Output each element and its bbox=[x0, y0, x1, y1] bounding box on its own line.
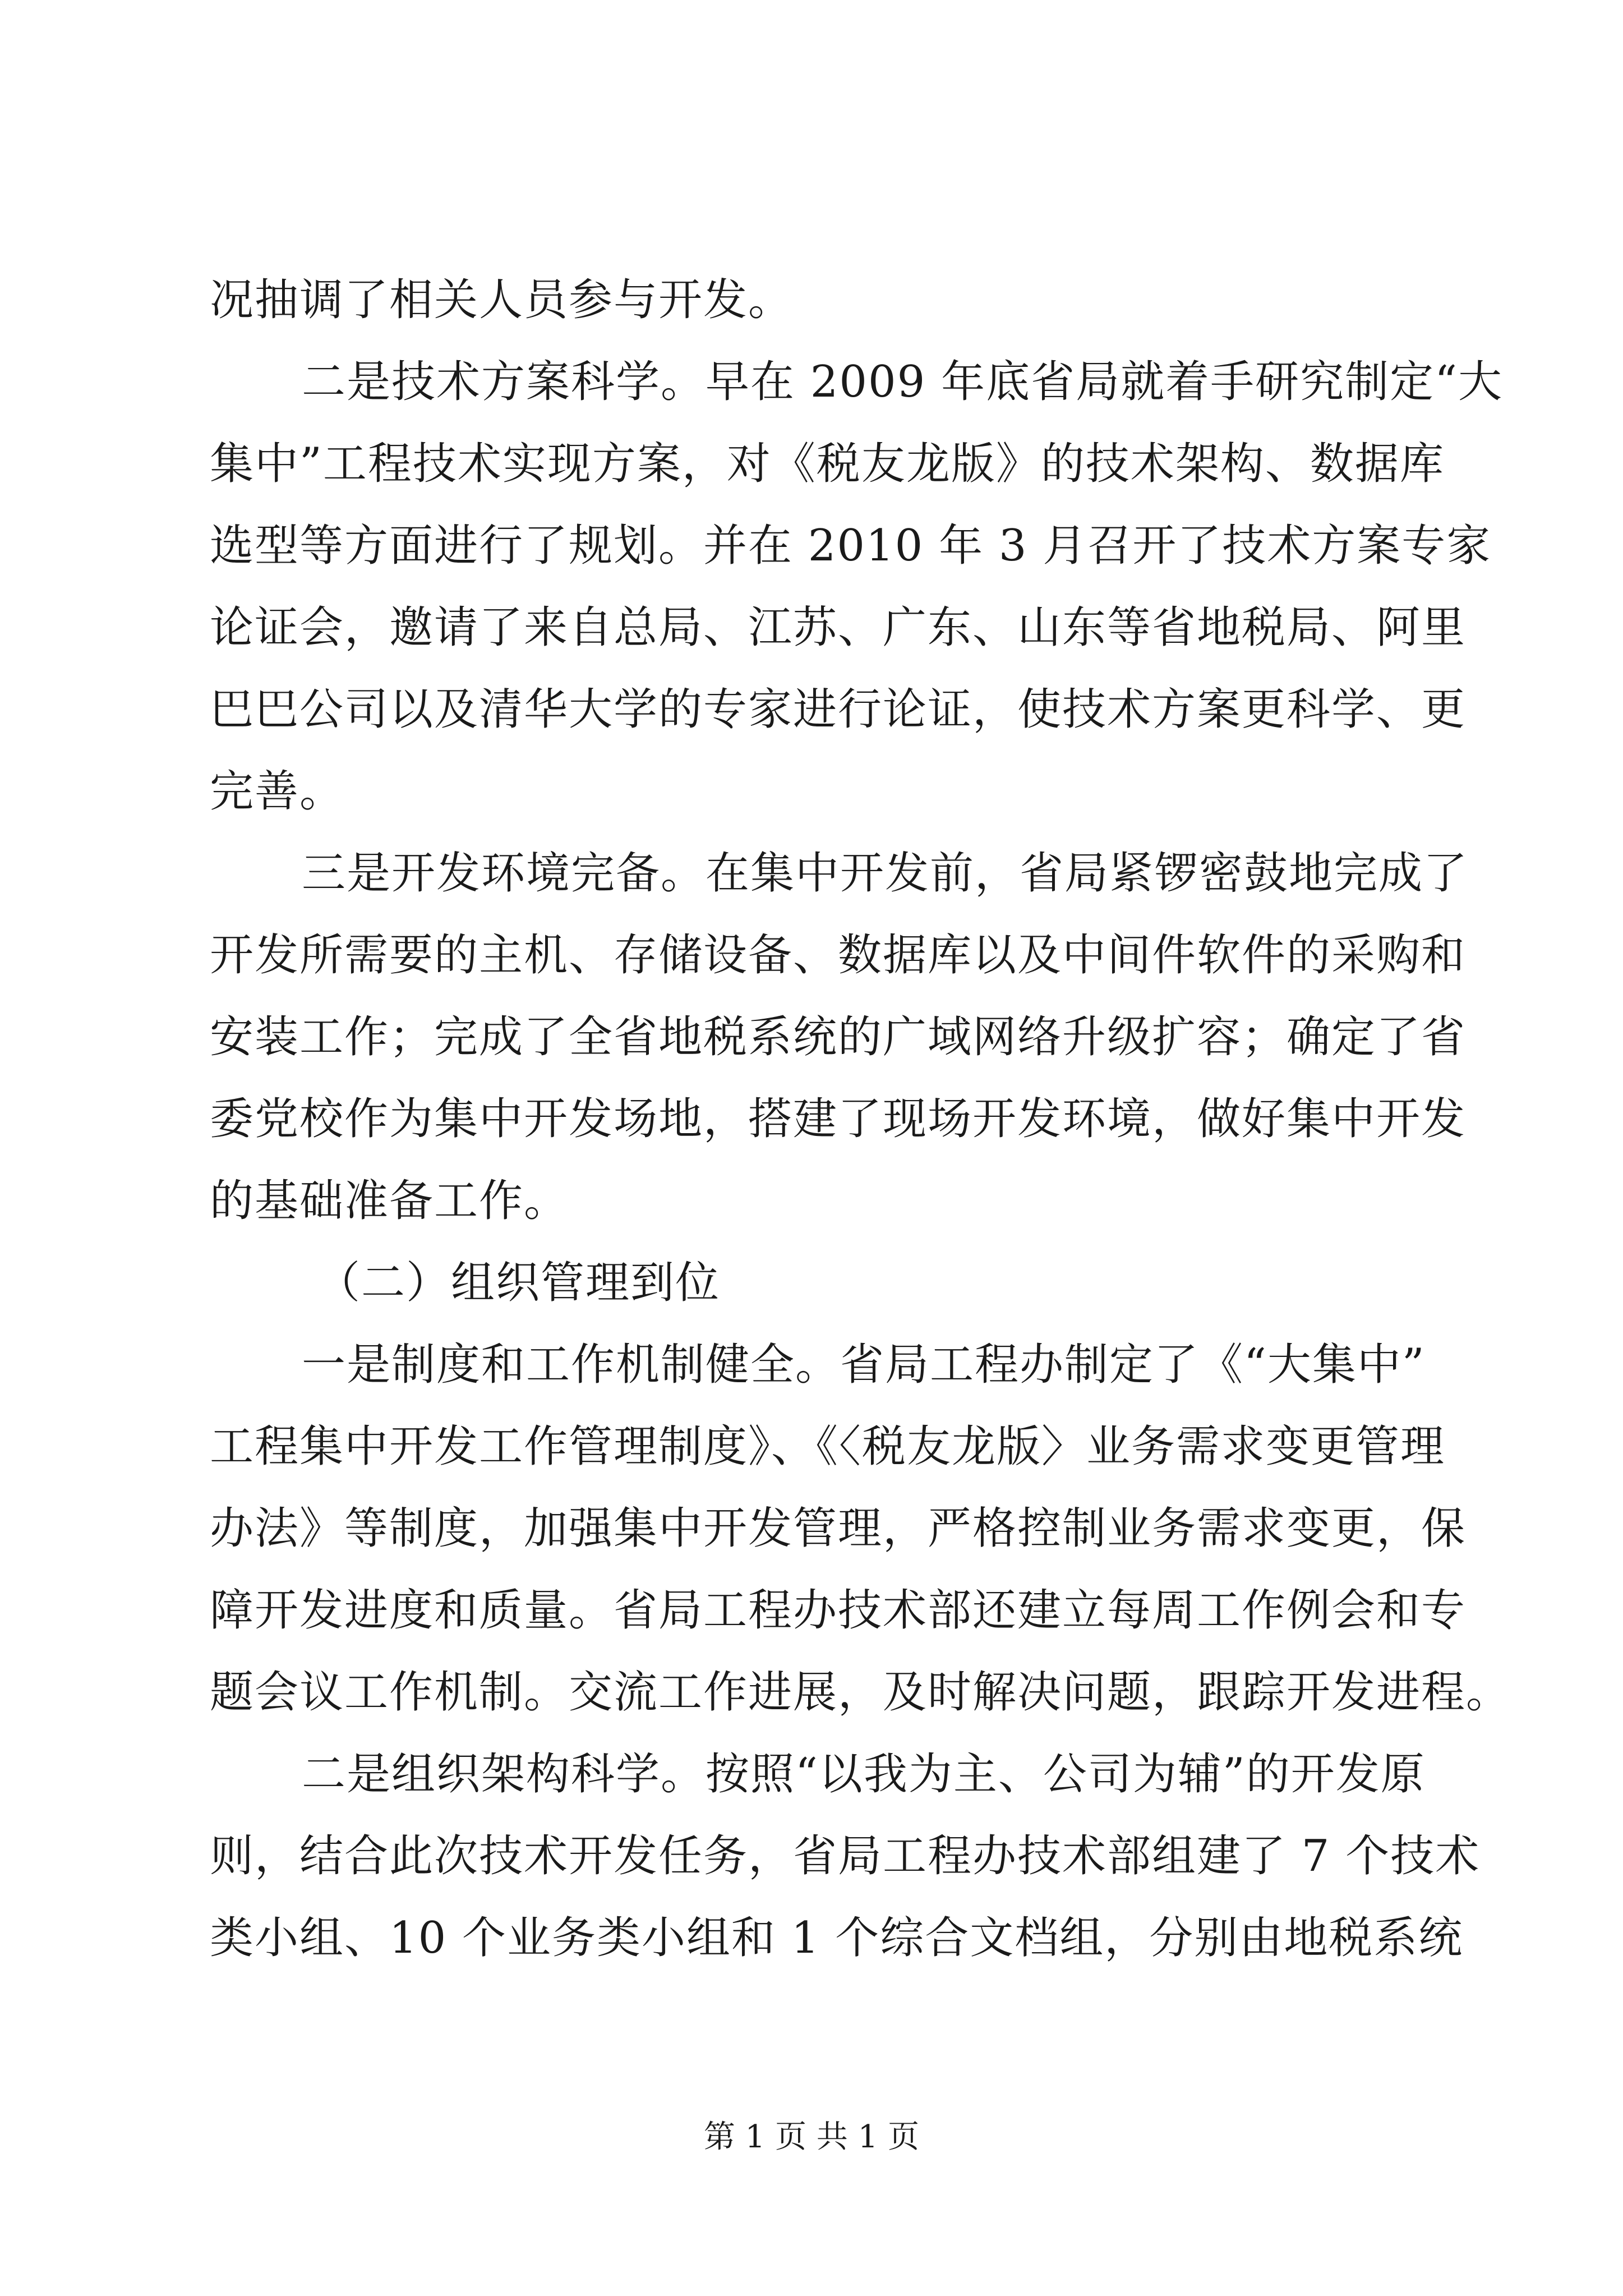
text-line-3: 集中”工程技术实现方案，对《税友龙版》的技术架构、数据库 bbox=[210, 439, 1445, 489]
text-line-21: 类小组、10 个业务类小组和 1 个综合文档组，分别由地税系统 bbox=[210, 1913, 1464, 1963]
text-line-14: 一是制度和工作机制健全。省局工程办制定了《“大集中” bbox=[302, 1340, 1426, 1390]
text-line-5: 论证会，邀请了来自总局、江苏、广东、山东等省地税局、阿里 bbox=[210, 602, 1467, 653]
text-line-19: 二是组织架构科学。按照“以我为主、公司为辅”的开发原 bbox=[302, 1749, 1426, 1800]
body-text bbox=[210, 259, 1511, 1979]
section-heading: （二）组织管理到位 bbox=[316, 1258, 721, 1308]
text-line-9: 开发所需要的主机、存储设备、数据库以及中间件软件的采购和 bbox=[210, 930, 1467, 981]
text-line-20: 则，结合此次技术开发任务，省局工程办技术部组建了 7 个技术 bbox=[210, 1831, 1481, 1881]
text-line-18: 题会议工作机制。交流工作进展，及时解决问题，跟踪开发进程。 bbox=[210, 1667, 1511, 1718]
text-line-6: 巴巴公司以及清华大学的专家进行论证，使技术方案更科学、更 bbox=[210, 684, 1467, 735]
text-line-11: 委党校作为集中开发场地，搭建了现场开发环境，做好集中开发 bbox=[210, 1094, 1467, 1144]
text-line-16: 办法》等制度，加强集中开发管理，严格控制业务需求变更，保 bbox=[210, 1503, 1467, 1554]
text-line-8: 三是开发环境完备。在集中开发前，省局紧锣密鼓地完成了 bbox=[302, 848, 1469, 899]
text-line-2: 二是技术方案科学。早在 2009 年底省局就着手研究制定“大 bbox=[302, 357, 1503, 407]
text-line-17: 障开发进度和质量。省局工程办技术部还建立每周工作例会和专 bbox=[210, 1585, 1467, 1636]
text-line-10: 安装工作；完成了全省地税系统的广域网络升级扩容；确定了省 bbox=[210, 1012, 1467, 1062]
text-line-15: 工程集中开发工作管理制度》、《〈税友龙版〉业务需求变更管理 bbox=[210, 1421, 1446, 1472]
page-footer: 第 1 页 共 1 页 bbox=[703, 2119, 920, 2155]
text-line-1: 况抽调了相关人员参与开发。 bbox=[210, 275, 794, 325]
text-line-4: 选型等方面进行了规划。并在 2010 年 3 月召开了技术方案专家 bbox=[210, 521, 1492, 571]
text-line-12: 的基础准备工作。 bbox=[210, 1176, 569, 1226]
text-line-7: 完善。 bbox=[210, 766, 345, 817]
